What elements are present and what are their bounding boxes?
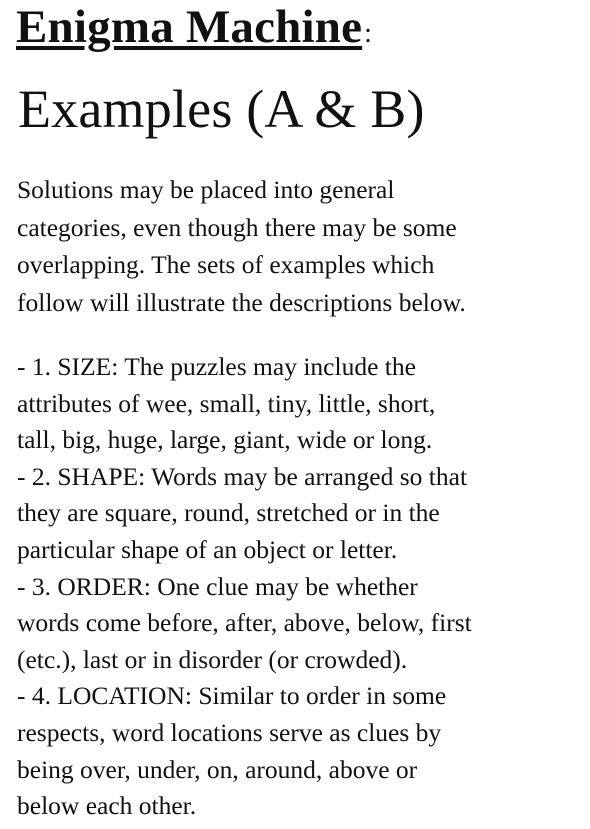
title-colon: : (364, 18, 372, 49)
list-item-line: tall, big, huge, large, giant, wide or long. (17, 425, 433, 455)
page-title (16, 1, 372, 53)
list-item-line: (etc.), last or in disorder (or crowded). (17, 644, 408, 674)
intro-line: overlapping. The sets of examples which (17, 250, 435, 279)
list-item-line: they are square, round, stretched or in the (17, 498, 440, 528)
intro-line: follow will illustrate the descriptions below. (17, 287, 466, 317)
list-item-line: - 4. LOCATION: Similar to order in some (17, 681, 447, 711)
intro-line: categories, even though there may be some (17, 212, 457, 242)
list-item-line: - 2. SHAPE: Words may be arranged so that (17, 461, 468, 491)
list-item-line: - 1. SIZE: The puzzles may include the (17, 352, 416, 381)
category-item-order (17, 569, 587, 679)
intro-paragraph (17, 171, 587, 321)
list-item-line: words come before, after, above, below, first (17, 608, 472, 638)
title-text: Enigma Machine (16, 1, 363, 53)
category-list (17, 349, 587, 825)
list-item-line: attributes of wee, small, tiny, little, short, (17, 388, 436, 418)
list-item-line: below each other. (17, 791, 197, 821)
intro-line: Solutions may be placed into general (17, 175, 395, 204)
list-item-line: - 3. ORDER: One clue may be whether (17, 571, 418, 601)
page-subtitle: Examples (A & B) (18, 79, 425, 139)
category-item-location (17, 678, 587, 824)
category-item-size (17, 349, 587, 459)
list-item-line: being over, under, on, around, above or (17, 754, 418, 784)
category-item-shape (17, 459, 587, 569)
list-item-line: respects, word locations serve as clues by (17, 717, 442, 747)
list-item-line: particular shape of an object or letter. (17, 534, 398, 564)
